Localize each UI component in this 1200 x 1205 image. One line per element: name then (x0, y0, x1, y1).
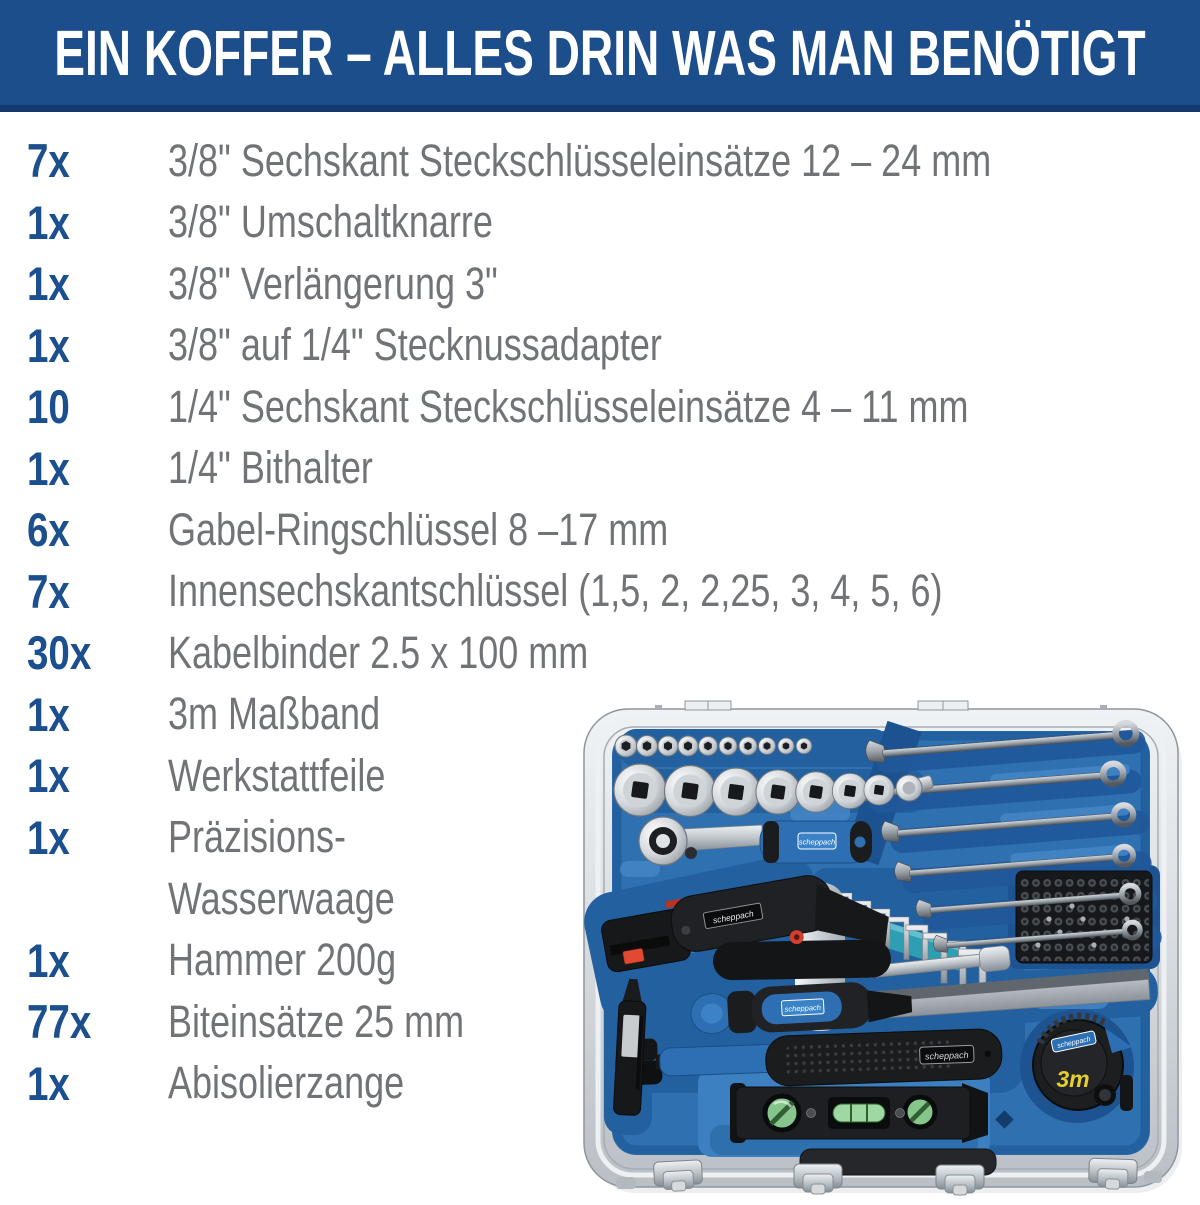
brand-label: scheppach (1056, 1036, 1092, 1050)
list-item (0, 376, 1200, 438)
list-item (0, 130, 1200, 192)
item-description: Kabelbinder 2.5 x 100 mm (168, 626, 589, 678)
item-description: 3/8" Sechskant Steckschlüsseleinsätze 12 – 24 mm (168, 134, 992, 186)
item-description: Hammer 200g (168, 934, 397, 986)
brand-label: scheppach (712, 908, 755, 926)
tape-measure-length-label: 3m (1056, 1066, 1090, 1092)
item-quantity: 1x (27, 1056, 70, 1110)
list-item (0, 315, 1200, 377)
item-description: 3m Maßband (168, 688, 381, 740)
item-description: 3/8" Umschaltknarre (168, 196, 493, 248)
banner-title: EIN KOFFER – ALLES DRIN WAS MAN BENÖTIGT (54, 16, 1146, 89)
item-quantity: 77x (27, 995, 92, 1049)
brand-badge-ratchet (798, 833, 836, 849)
list-item (0, 253, 1200, 315)
item-description: Innensechskantschlüssel (1,5, 2, 2,25, 3, 4, 5, 6) (168, 565, 943, 617)
banner (0, 0, 1200, 112)
brand-label: scheppach (784, 1002, 822, 1014)
item-quantity: 1x (27, 441, 70, 495)
brand-badge-screwdriver (781, 999, 824, 1016)
item-quantity: 1x (27, 687, 70, 741)
item-description: 3/8" auf 1/4" Stecknussadapter (168, 319, 662, 371)
item-quantity: 1x (27, 749, 70, 803)
item-quantity: 7x (27, 564, 70, 618)
case-foot (1144, 1171, 1162, 1183)
item-description: Abisolierzange (168, 1057, 405, 1109)
item-quantity: 1x (27, 933, 70, 987)
item-description: Gabel-Ringschlüssel 8 –17 mm (168, 503, 669, 555)
item-description: 3/8" Verlängerung 3" (168, 257, 498, 309)
tool-case-illustration (560, 683, 1200, 1200)
item-quantity: 6x (27, 503, 70, 557)
item-quantity: 30x (27, 626, 92, 680)
list-item (0, 192, 1200, 254)
brand-label: scheppach (924, 1049, 969, 1062)
brand-label: scheppach (798, 837, 836, 847)
tool-case-photo (560, 683, 1200, 1200)
item-description: 1/4" Sechskant Steckschlüsseleinsätze 4 – 11 mm (168, 380, 969, 432)
item-quantity: 1x (27, 810, 70, 864)
list-item (0, 622, 1200, 684)
item-description: Werkstattfeile (168, 749, 386, 801)
item-quantity: 1x (27, 318, 70, 372)
item-description: Präzisions- (168, 811, 347, 863)
item-description: Biteinsätze 25 mm (168, 995, 465, 1047)
case-foot (616, 1177, 636, 1189)
list-item (0, 561, 1200, 623)
spirit-level (730, 1083, 988, 1143)
item-quantity: 10 (27, 380, 70, 434)
brand-badge-hammer (920, 1045, 975, 1064)
item-quantity: 1x (27, 195, 70, 249)
item-quantity: 1x (27, 257, 70, 311)
item-description: Wasserwaage (168, 872, 395, 924)
list-item (0, 499, 1200, 561)
list-item (0, 438, 1200, 500)
item-quantity: 7x (27, 134, 70, 188)
item-description: 1/4" Bithalter (168, 442, 373, 494)
